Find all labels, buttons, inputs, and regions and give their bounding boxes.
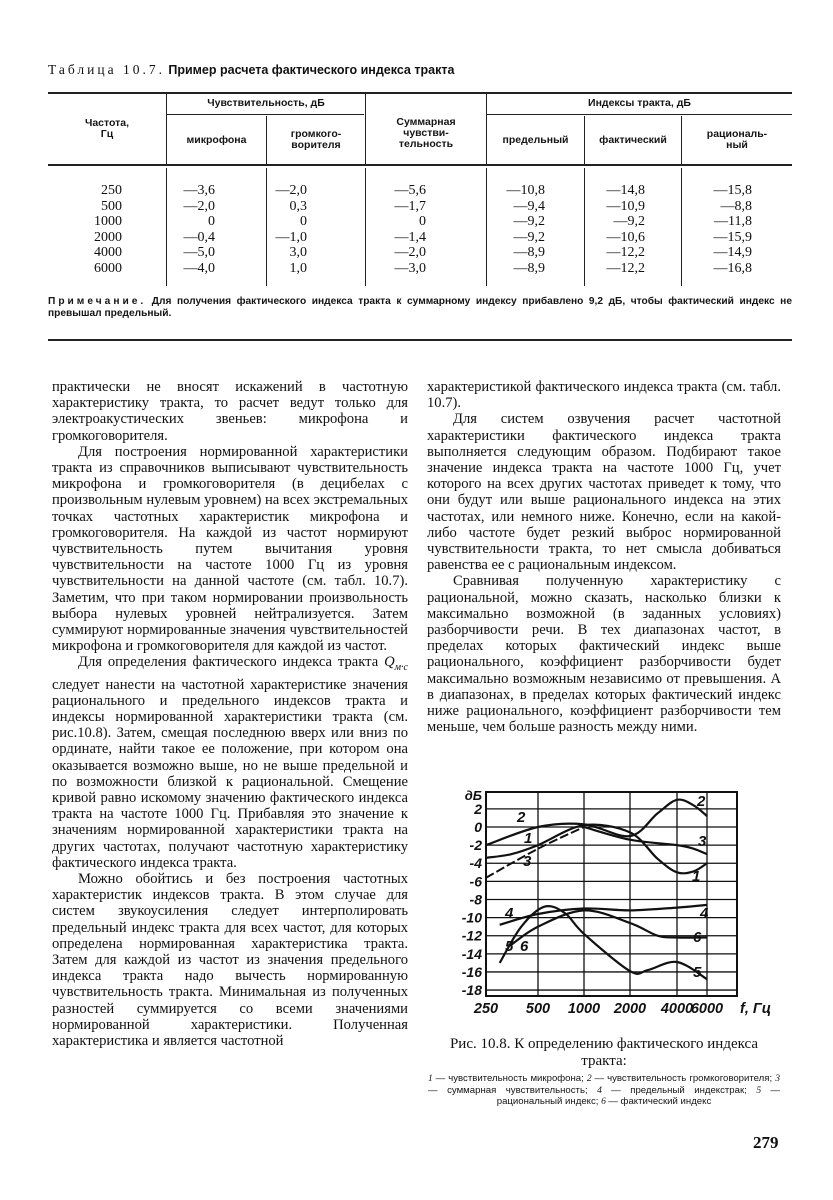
table-cell-mic: —3,6 [183, 183, 215, 198]
header-actual-index: фактический [599, 134, 667, 146]
curve-label-1: 1 [524, 830, 533, 847]
table-cell-total: 0 [419, 214, 426, 230]
y-tick-label: -4 [469, 855, 482, 872]
curve-label-3: 3 [523, 853, 532, 870]
table-cell-limit: —8,9 [513, 261, 545, 276]
x-tick-label: 1000 [567, 1001, 601, 1017]
table-cell-freq: 2000 [94, 229, 122, 245]
x-tick-label: 6000 [690, 1001, 724, 1017]
header-sensitivity-group: Чувствительность, дБ [207, 97, 325, 109]
header-microphone: микрофона [186, 134, 247, 146]
table-cell-spk: 0,3 [289, 198, 307, 214]
x-axis-label: f, Гц [740, 1001, 772, 1017]
x-tick-label: 250 [473, 1001, 499, 1017]
legend-item-5: 5 — рациональный индекс; [496, 1084, 780, 1107]
curve-label-3: 3 [698, 833, 707, 850]
table-cell-spk: 0 [300, 214, 307, 230]
curve-label-2: 2 [517, 809, 526, 826]
table-cell-rational: —11,8 [714, 214, 752, 230]
legend-item-4: 4 — предельный индекстрак; [597, 1084, 757, 1096]
paragraph: характеристикой фактического индекса тракта (см. табл. 10.7). [427, 379, 781, 412]
table-cell-spk: 3,0 [289, 245, 307, 261]
curve-label-5: 5 [693, 964, 702, 981]
header-limit-index: предельный [502, 134, 569, 146]
table-cell-total: —5,6 [394, 183, 426, 198]
table-cell-actual: —12,2 [606, 245, 645, 261]
header-rational-index: рациональ- ный [706, 128, 768, 151]
table-cell-total: —1,7 [394, 198, 426, 214]
curve-label-2: 2 [697, 793, 706, 810]
table-cell-actual: —10,9 [606, 198, 645, 214]
table-cell-spk: —1,0 [275, 229, 307, 245]
y-tick-label: -2 [469, 837, 482, 854]
table-cell-limit: —10,8 [506, 183, 545, 198]
table-cell-rational: —14,9 [713, 245, 752, 261]
table-cell-mic: —5,0 [183, 245, 215, 261]
paragraph: Для систем озвучения расчет частотной характеристики фактического индекса тракта выполняется следующим образом. Подбирают такое значение индекса тракта на частоте 1000 Гц, учет которого на всех других частотах приведет к тому, что они будут или выше рационального индекса на этих частотах, или немного ниже. Конечно, если на какой-либо частоте будет резкий выброс нормированной чувствительности тракта, то нет смысла добиваться равенства ее с рациональным индексом. [427, 411, 781, 574]
table-cell-total: —2,0 [394, 245, 426, 261]
table-cell-spk: 1,0 [289, 261, 307, 276]
curve-label-6: 6 [693, 929, 702, 946]
table-cell-actual: —12,2 [606, 261, 645, 276]
table-cell-limit: —8,9 [513, 245, 545, 261]
y-tick-label: -6 [469, 873, 482, 890]
header-total-sensitivity: Суммарная чувстви- тельность [396, 116, 456, 150]
legend-item-6: 6 — фактический индекс [601, 1096, 712, 1107]
paragraph: Для определения фактического индекса тракта $Q_{м\cdot с}$ следует нанести на частотной характеристике значения рационального и предельного индексов тракта и индексы нормированной характеристики тракта (см. рис.10.8). Затем, смещая последнюю вверх или вниз по ординате, найти такое ее положение, при котором она оказывается возможно выше, но не выше предельной и по возможности близкой к рациональной. Смещение кривой равно искомому значению фактического индекса тракта на частоте 1000 Гц. Прибавляя это значение к значениям нормированной характеристики тракта на других частотах, получают частотную характеристику фактического индекса тракта. [52, 654, 408, 871]
y-tick-label: -10 [461, 909, 482, 926]
table-cell-mic: —2,0 [183, 198, 215, 214]
figure-caption: Рис. 10.8. К определению фактического индекса тракта: [449, 1036, 759, 1069]
table-cell-freq: 1000 [94, 214, 122, 230]
legend-item-1: 1 — чувствительность микрофона; [428, 1073, 587, 1084]
table-cell-actual: —10,6 [606, 229, 645, 245]
table-cell-rational: —15,9 [713, 229, 752, 245]
table-cell-limit: —9,2 [513, 214, 545, 230]
y-tick-label: -8 [469, 891, 482, 908]
y-tick-label: -16 [461, 963, 482, 980]
table-cell-actual: —9,2 [613, 214, 645, 230]
x-tick-label: 4000 [660, 1001, 694, 1017]
table-note-label: Примечание. [48, 296, 147, 307]
curve-label-1: 1 [692, 868, 701, 885]
table-cell-freq: 6000 [94, 261, 122, 276]
page-number: 279 [753, 1133, 779, 1152]
table-cell-mic: —4,0 [183, 261, 215, 276]
table-cell-spk: —2,0 [275, 183, 307, 198]
y-tick-label: -14 [461, 945, 482, 962]
curve-3-dashed [486, 827, 584, 878]
curve-label-6: 6 [520, 938, 529, 955]
curve-label-4: 4 [700, 905, 709, 922]
curve-label-4: 4 [505, 905, 514, 922]
table-cell-rational: —15,8 [713, 183, 752, 198]
table-cell-total: —3,0 [394, 261, 426, 276]
table-cell-rational: —8,8 [720, 198, 752, 214]
curve-3-solid [584, 827, 707, 854]
paragraph: Можно обойтись и без построения частотных характеристик индексов тракта. В этом случае для систем звукоусиления следует интерполировать предельный индекс тракта для всех частот, для которых определена нормированная характеристика тракта. Затем для каждой из частот из значения предельного индекса тракта надо вычесть нормированную чувствительность тракта. Минимальная из полученных разностей суммируется со всеми значениями нормированной характеристики. Полученная характеристика и является частотной [52, 871, 408, 1050]
table-cell-actual: —14,8 [606, 183, 645, 198]
y-axis-label: дБ [464, 788, 482, 803]
table-cell-freq: 4000 [94, 245, 122, 261]
x-tick-label: 2000 [613, 1001, 647, 1017]
header-frequency: Частота, Гц [84, 117, 130, 140]
table-caption-title: Пример расчета фактического индекса тракта [168, 63, 455, 77]
x-tick-label: 500 [525, 1001, 551, 1017]
table-note-text: Для получения фактического индекса тракта к суммарному индексу прибавлено 9,2 дБ, чтобы фактический индекс не превышал предельный. [48, 296, 792, 319]
table-cell-total: —1,4 [394, 229, 426, 245]
header-loudspeaker: громкого- ворителя [290, 128, 342, 151]
table-caption-prefix: Таблица 10.7. [48, 62, 165, 77]
table-cell-rational: —16,8 [713, 261, 752, 276]
legend-item-3: 3 — суммарная чувствительность; [428, 1073, 780, 1096]
figure-legend [428, 1073, 780, 1108]
table-cell-limit: —9,4 [513, 198, 545, 214]
y-tick-label: 0 [474, 819, 482, 835]
paragraph: Сравнивая полученную характеристику с рациональной, можно сказать, насколько близки к максимально возможной (в заданных условиях) разборчивости речи. В тех диапазонах частот, в пределах которых фактический индекс выше рационального, коэффициент разборчивости будет максимально возможным независимо от превышения. А в диапазонах, в пределах которых фактический индекс ниже рационального, коэффициент разборчивости тем меньше, чем больше разность между ними. [427, 573, 781, 736]
y-tick-label: 2 [474, 800, 482, 817]
y-tick-label: -12 [461, 927, 482, 944]
table-cell-mic: —0,4 [183, 229, 215, 245]
symbol-q: $Q_{м\cdot с}$ [384, 654, 408, 674]
paragraph: практически не вносят искажений в частотную характеристику тракта, то расчет ведут только для электроакустических звеньев: микрофона и громкоговорителя. [52, 379, 408, 444]
table-cell-mic: 0 [208, 214, 215, 230]
y-tick-label: -18 [461, 982, 482, 999]
table-cell-limit: —9,2 [513, 229, 545, 245]
legend-item-2: 2 — чувствительность громкоговорителя; [586, 1073, 776, 1084]
curve-label-5: 5 [505, 938, 514, 955]
header-indices-group: Индексы тракта, дБ [588, 97, 691, 109]
table-cell-freq: 250 [101, 183, 122, 198]
paragraph: Для построения нормированной характеристики тракта из справочников выписывают чувствительность микрофона и громкоговорителя (в децибелах с произвольным нулевым уровнем) на всех экстремальных точках частотных характеристик микрофона и громкоговорителя. На каждой из частот нормируют чувствительность путем вычитания уровня чувствительности на частоте 1000 Гц из уровня чувствительности на данной частоте (см. табл. 10.7). Заметим, что при таком нормировании произвольность выбора нулевых уровней нейтрализуется. Затем суммируют нормированные значения чувствительностей микрофона и громкоговорителя для каждой из частот. [52, 443, 408, 655]
table-cell-freq: 500 [101, 198, 122, 214]
